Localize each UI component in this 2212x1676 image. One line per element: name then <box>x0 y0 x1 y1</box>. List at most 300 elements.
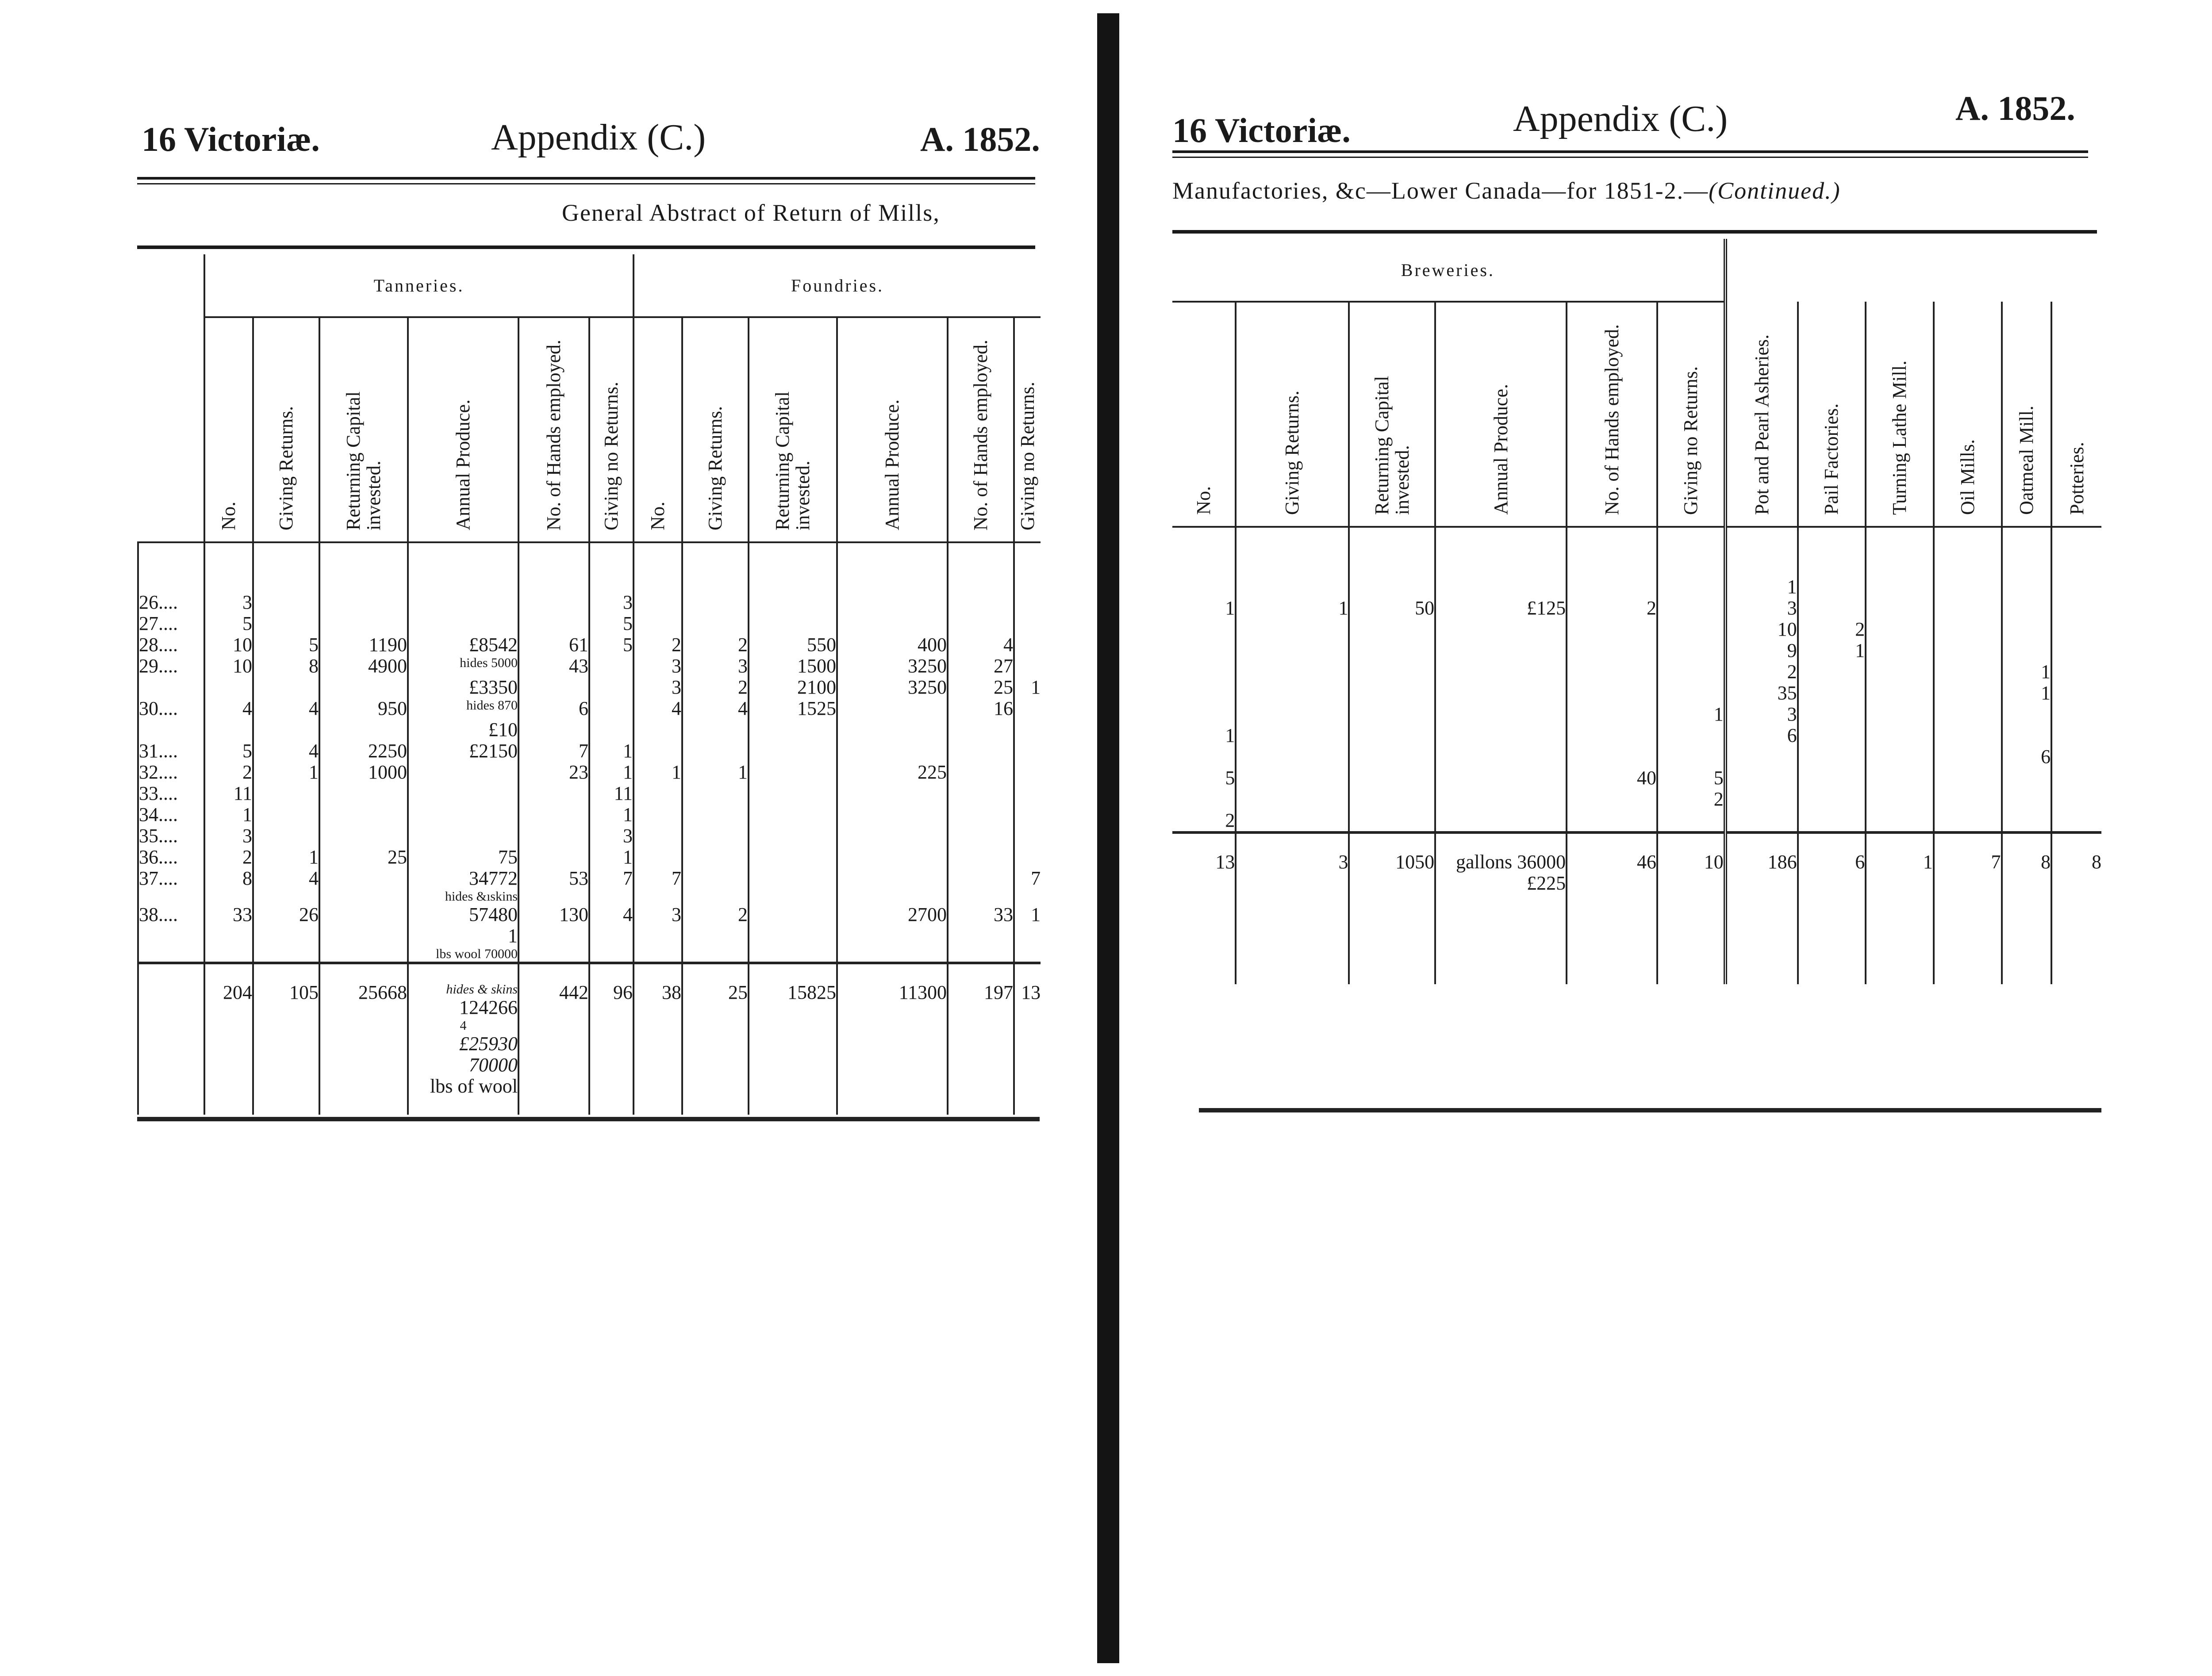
table-cell: 5 <box>589 634 634 656</box>
table-cell <box>204 925 253 947</box>
table-cell <box>682 889 749 904</box>
row-label <box>138 719 204 740</box>
table-cell <box>837 868 948 889</box>
table-cell: 23 <box>518 762 589 783</box>
table-row <box>1172 576 2101 598</box>
table-cell <box>1934 746 2002 767</box>
table-cell: 2250 <box>319 740 408 762</box>
table-cell: 6 <box>2002 746 2052 767</box>
table-cell <box>1435 704 1567 725</box>
total-produce-line: 70000 <box>469 1054 518 1076</box>
table-cell <box>634 947 682 963</box>
table-row <box>138 904 1041 925</box>
table-cell: 1000 <box>319 762 408 783</box>
table-cell <box>1435 683 1567 704</box>
table-cell: 1 <box>1657 704 1725 725</box>
table-cell <box>682 868 749 889</box>
table-cell: 7 <box>634 868 682 889</box>
table-cell: 1 <box>1798 640 1866 661</box>
table-cell <box>319 947 408 963</box>
table-cell <box>948 804 1014 825</box>
table-cell <box>749 947 837 963</box>
table-cell <box>1934 683 2002 704</box>
table-cell <box>518 825 589 847</box>
table-cell <box>634 613 682 634</box>
table-cell <box>1172 576 1236 598</box>
table-cell <box>1567 810 1657 832</box>
col-turning-lathe: Turning Lathe Mill. <box>1889 360 1911 515</box>
table-cell <box>749 740 837 762</box>
table-cell <box>319 925 408 947</box>
table-cell <box>1236 576 1349 598</box>
table-cell: 3 <box>204 592 253 613</box>
total-produce <box>1435 832 1567 984</box>
row-label <box>138 925 204 947</box>
col-fou-noreturns: Giving no Returns. <box>1017 381 1039 530</box>
table-cell <box>1725 789 1798 810</box>
table-cell <box>2002 576 2052 598</box>
table-cell <box>2002 767 2052 789</box>
table-cell: 33 <box>948 904 1014 925</box>
table-cell <box>1349 704 1435 725</box>
table-cell <box>1236 661 1349 683</box>
total-cell: 442 <box>518 963 589 1115</box>
table-cell <box>319 613 408 634</box>
table-cell <box>1236 767 1349 789</box>
table-cell <box>1172 661 1236 683</box>
table-cell <box>1866 683 1934 704</box>
table-cell <box>948 592 1014 613</box>
table-cell <box>1657 725 1725 746</box>
total-produce-line: gallons 36000 <box>1456 851 1566 873</box>
table-cell: 1 <box>1236 598 1349 619</box>
table-cell <box>948 868 1014 889</box>
col-tan-giving: Giving Returns. <box>275 406 297 530</box>
table-cell <box>948 847 1014 868</box>
table-cell <box>837 740 948 762</box>
table-cell <box>682 947 749 963</box>
table-cell <box>1567 576 1657 598</box>
table-cell <box>948 783 1014 804</box>
table-cell: 4 <box>634 698 682 719</box>
table-cell <box>1349 661 1435 683</box>
table-cell <box>1014 804 1041 825</box>
table-cell <box>253 889 319 904</box>
table-cell <box>518 719 589 740</box>
table-cell <box>1866 619 1934 640</box>
table-cell <box>948 613 1014 634</box>
table-cell: 3 <box>634 904 682 925</box>
table-cell: 1 <box>589 847 634 868</box>
table-row <box>138 947 1041 963</box>
table-cell <box>319 868 408 889</box>
table-cell: 2 <box>634 634 682 656</box>
table-cell: 1 <box>1225 725 1235 746</box>
table-cell: 1190 <box>319 634 408 656</box>
table-cell: 1 <box>2002 683 2052 704</box>
col-tan-capital: Returning Capital invested. <box>342 391 384 530</box>
table-cell <box>253 804 319 825</box>
table-cell <box>319 904 408 925</box>
table-cell <box>253 719 319 740</box>
table-cell <box>1014 740 1041 762</box>
total-produce-line: £25930 <box>459 1033 518 1055</box>
right-page <box>1124 0 2212 1676</box>
col-tan-produce: Annual Produce. <box>452 399 474 530</box>
table-cell <box>1657 683 1725 704</box>
table-cell <box>1567 619 1657 640</box>
table-row <box>1172 661 2101 683</box>
table-cell: 4 <box>204 698 253 719</box>
totals-row <box>138 963 1041 1115</box>
table-cell <box>589 925 634 947</box>
table-cell <box>749 804 837 825</box>
table-cell <box>682 825 749 847</box>
table-cell: 1 <box>682 762 749 783</box>
table-cell <box>253 925 319 947</box>
table-cell <box>589 719 634 740</box>
total-cell: 46 <box>1567 832 1657 984</box>
col-brew-giving: Giving Returns. <box>1281 390 1303 515</box>
total-cell: 105 <box>253 963 319 1115</box>
header-rule <box>137 177 1035 180</box>
table-cell <box>749 613 837 634</box>
table-cell <box>837 698 948 719</box>
table-cell <box>408 804 518 825</box>
table-row <box>138 592 1041 613</box>
table-row <box>1172 683 2101 704</box>
total-cell: 38 <box>634 963 682 1115</box>
table-cell <box>1349 767 1435 789</box>
table-cell: 1 <box>253 847 319 868</box>
table-cell <box>1172 683 1236 704</box>
table-cell <box>1798 725 1866 746</box>
table-cell <box>1866 789 1934 810</box>
table-cell: 61 <box>518 634 589 656</box>
table-cell <box>1236 683 1349 704</box>
table-cell <box>1435 767 1567 789</box>
table-cell: 25 <box>948 677 1014 698</box>
breweries-table <box>1172 239 2101 984</box>
table-cell: 4 <box>589 904 634 925</box>
table-cell: 16 <box>948 698 1014 719</box>
table-cell <box>1934 725 2002 746</box>
col-brew-hands: No. of Hands employed. <box>1601 324 1623 515</box>
table-cell <box>204 889 253 904</box>
row-label <box>138 947 204 963</box>
table-cell <box>2002 725 2052 746</box>
table-cell <box>634 740 682 762</box>
table-cell: 2 <box>204 762 253 783</box>
table-cell <box>1236 704 1349 725</box>
table-cell <box>408 825 518 847</box>
table-cell: 2100 <box>749 677 837 698</box>
table-cell <box>319 677 408 698</box>
total-cell: 10 <box>1657 832 1725 984</box>
table-cell <box>1866 640 1934 661</box>
col-pail-factories: Pail Factories. <box>1820 403 1843 515</box>
table-cell <box>1866 598 1934 619</box>
row-label: 36.... <box>138 847 204 868</box>
table-row <box>1172 725 2101 746</box>
row-label: 33.... <box>138 783 204 804</box>
table-cell <box>2051 767 2101 789</box>
header-rule-thin <box>1172 157 2088 158</box>
table-cell <box>1236 789 1349 810</box>
table-cell <box>1172 619 1236 640</box>
table-cell <box>634 592 682 613</box>
table-cell <box>682 925 749 947</box>
row-label: 34.... <box>138 804 204 825</box>
table-cell: 5 <box>1225 767 1235 789</box>
table-cell <box>682 783 749 804</box>
table-cell: 2 <box>682 677 749 698</box>
table-cell <box>948 947 1014 963</box>
table-cell: 3250 <box>837 656 948 677</box>
table-cell: 43 <box>518 656 589 677</box>
subtitle-main: Manufactories, &c—Lower Canada—for 1851-2.— <box>1172 177 1709 204</box>
table-cell: 57480 <box>408 904 518 925</box>
table-cell <box>1567 725 1657 746</box>
table-cell <box>1014 947 1041 963</box>
table-cell <box>1866 767 1934 789</box>
table-cell <box>634 783 682 804</box>
table-cell <box>1866 661 1934 683</box>
table-cell <box>837 847 948 868</box>
table-cell <box>1349 576 1435 598</box>
table-cell: 3 <box>634 677 682 698</box>
table-cell: 1525 <box>749 698 837 719</box>
table-cell <box>1657 661 1725 683</box>
table-cell <box>2051 576 2101 598</box>
table-cell: 3250 <box>837 677 948 698</box>
table-cell: £8542 <box>408 634 518 656</box>
table-cell <box>1014 613 1041 634</box>
table-cell: 9 <box>1725 640 1798 661</box>
table-cell <box>2051 619 2101 640</box>
table-row <box>138 868 1041 889</box>
total-produce-line: £225 <box>1527 872 1566 894</box>
table-cell <box>1236 746 1349 767</box>
table-cell <box>1349 789 1435 810</box>
table-cell <box>634 889 682 904</box>
row-label: 32.... <box>138 762 204 783</box>
table-cell <box>1866 746 1934 767</box>
table-cell <box>1657 810 1725 832</box>
table-row <box>1172 767 2101 789</box>
row-label: 29.... <box>138 656 204 677</box>
table-cell <box>2051 661 2101 683</box>
table-cell: 8 <box>253 656 319 677</box>
totals-row <box>1172 832 2101 984</box>
table-cell: 130 <box>518 904 589 925</box>
table-cell: 2 <box>682 904 749 925</box>
row-label: 31.... <box>138 740 204 762</box>
table-row <box>1172 789 2101 810</box>
table-cell: 2 <box>682 634 749 656</box>
table-cell <box>1567 704 1657 725</box>
table-bottom-rule <box>1199 1108 2101 1112</box>
table-cell: 8 <box>204 868 253 889</box>
table-cell: £10 <box>408 719 518 740</box>
col-brew-no: No. <box>1192 486 1214 515</box>
table-cell: 5 <box>204 613 253 634</box>
table-cell <box>2002 640 2052 661</box>
table-cell <box>589 889 634 904</box>
table-cell <box>1014 847 1041 868</box>
table-cell <box>253 783 319 804</box>
table-cell <box>1866 704 1934 725</box>
table-cell <box>749 592 837 613</box>
header-right: A. 1852. <box>920 120 1040 158</box>
table-cell <box>319 825 408 847</box>
table-cell <box>1567 683 1657 704</box>
table-cell <box>682 719 749 740</box>
total-cell: 7 <box>1934 832 2002 984</box>
table-cell: hides &ıskins <box>408 889 518 904</box>
table-row <box>138 804 1041 825</box>
table-cell <box>749 847 837 868</box>
table-cell: 53 <box>518 868 589 889</box>
table-cell <box>837 925 948 947</box>
table-cell <box>1014 783 1041 804</box>
table-cell <box>1798 576 1866 598</box>
table-cell <box>408 613 518 634</box>
table-cell <box>1014 925 1041 947</box>
table-cell: hides 870 <box>408 698 518 719</box>
header-rule <box>1172 150 2088 153</box>
row-label: 35.... <box>138 825 204 847</box>
table-cell <box>1014 634 1041 656</box>
table-cell <box>1798 810 1866 832</box>
row-label <box>138 889 204 904</box>
table-cell: 4 <box>253 740 319 762</box>
col-fou-capital: Returning Capital invested. <box>772 391 814 530</box>
table-cell <box>2051 810 2101 832</box>
table-cell: 550 <box>749 634 837 656</box>
table-cell: 3 <box>1725 704 1798 725</box>
table-cell: 1 <box>1014 904 1041 925</box>
table-row <box>138 677 1041 698</box>
col-tan-noreturns: Giving no Returns. <box>600 381 622 530</box>
table-cell: 75 <box>408 847 518 868</box>
table-cell <box>1567 789 1657 810</box>
table-cell: 5 <box>589 613 634 634</box>
table-cell <box>837 592 948 613</box>
table-cell <box>1014 698 1041 719</box>
total-cell: 13 <box>1172 832 1236 984</box>
table-cell <box>2051 640 2101 661</box>
table-cell <box>948 825 1014 847</box>
table-cell: £125 <box>1435 598 1567 619</box>
total-cell: 8 <box>2051 832 2101 984</box>
table-cell: 1 <box>589 762 634 783</box>
table-cell <box>634 925 682 947</box>
col-oil-mills: Oil Mills. <box>1956 439 1978 515</box>
table-cell <box>1435 661 1567 683</box>
table-cell: 1 <box>1014 677 1041 698</box>
table-cell <box>518 592 589 613</box>
table-cell <box>253 947 319 963</box>
col-tan-no: No. <box>218 502 239 530</box>
table-cell: 2700 <box>837 904 948 925</box>
table-cell: 3 <box>634 656 682 677</box>
table-cell: lbs wool 70000 <box>408 947 518 963</box>
table-cell <box>1657 576 1725 598</box>
table-cell <box>1236 810 1349 832</box>
table-cell <box>1567 640 1657 661</box>
table-cell: 4 <box>948 634 1014 656</box>
table-cell: 1500 <box>749 656 837 677</box>
table-cell: 225 <box>837 762 948 783</box>
table-cell <box>319 719 408 740</box>
group-tanneries: Tanneries. <box>204 254 634 317</box>
table-cell <box>1236 619 1349 640</box>
row-label: 28.... <box>138 634 204 656</box>
table-cell <box>1934 767 2002 789</box>
table-cell <box>319 804 408 825</box>
table-cell <box>589 947 634 963</box>
table-row <box>138 783 1041 804</box>
table-cell: 4 <box>253 868 319 889</box>
col-tan-hands: No. of Hands employed. <box>543 339 565 530</box>
table-cell <box>682 592 749 613</box>
col-fou-no: No. <box>647 502 669 530</box>
table-cell: 26 <box>253 904 319 925</box>
total-cell: 8 <box>2002 832 2052 984</box>
table-row <box>1172 640 2101 661</box>
table-cell: 10 <box>204 656 253 677</box>
table-cell <box>749 868 837 889</box>
table-cell <box>408 592 518 613</box>
table-cell: 1 <box>589 740 634 762</box>
table-cell <box>837 783 948 804</box>
table-cell <box>749 762 837 783</box>
table-cell: 2 <box>1725 661 1798 683</box>
table-cell <box>1934 619 2002 640</box>
header-center: Appendix (C.) <box>1513 98 1728 139</box>
total-cell: 25 <box>682 963 749 1115</box>
table-row <box>138 740 1041 762</box>
table-cell <box>1236 640 1349 661</box>
table-cell <box>1798 789 1866 810</box>
table-cell <box>1866 576 1934 598</box>
table-cell <box>1725 746 1798 767</box>
col-fou-produce: Annual Produce. <box>881 399 903 530</box>
table-cell: 1 <box>204 804 253 825</box>
table-cell: 5 <box>253 634 319 656</box>
col-brew-capital: Returning Capital invested. <box>1371 376 1413 515</box>
table-cell <box>253 592 319 613</box>
table-cell: 5 <box>1657 767 1725 789</box>
table-cell: 10 <box>204 634 253 656</box>
row-label: 37.... <box>138 868 204 889</box>
table-cell <box>634 804 682 825</box>
table-cell <box>2051 725 2101 746</box>
table-cell: 1 <box>408 925 518 947</box>
mills-abstract-table <box>137 254 1041 1115</box>
table-cell <box>518 677 589 698</box>
table-cell: 950 <box>319 698 408 719</box>
table-row <box>138 698 1041 719</box>
col-fou-hands: No. of Hands employed. <box>970 339 992 530</box>
table-cell <box>253 613 319 634</box>
table-cell: 50 <box>1349 598 1435 619</box>
table-cell: 2 <box>1225 809 1235 831</box>
table-row <box>1172 810 2101 832</box>
table-row <box>138 889 1041 904</box>
table-cell <box>1349 683 1435 704</box>
